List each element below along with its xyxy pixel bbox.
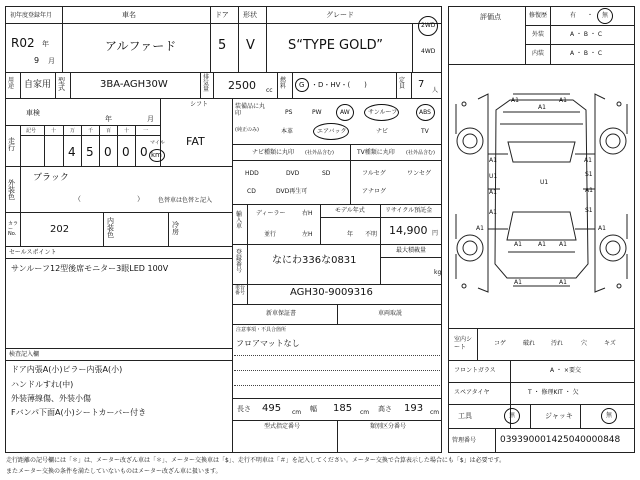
equip-nav: ナビ [376,128,389,135]
doors-value: 5 [218,38,227,53]
diagram-mark: A1 [489,209,497,216]
shape-label: 形状 [243,11,257,19]
interior-color-label: 内装色 [107,217,114,239]
nav-dvd-play: DVD再生可 [276,188,308,195]
inspection-year-unit: 年 [105,115,112,123]
diagram-mark: A1 [514,241,522,248]
mileage-unit-4: 十 [124,128,130,134]
nav-sd: SD [322,170,331,177]
interior-grades: A ・ B ・ C [570,50,603,57]
mileage-unit-3: 百 [106,128,112,134]
chassis-label: 車台番号 [235,285,246,296]
interior-seat-label: 室内シート [454,336,473,351]
inspector-line: ハンドルすれ(中) [11,380,74,389]
import-label: 輸入車 [236,211,243,230]
sales-point-text: サンルーフ12型後席モニター3眼LED 100V [11,264,169,273]
diagram-mark: A1 [514,279,522,286]
doors-label: ドア [215,11,229,19]
exterior-grade-label: 外装 [532,31,545,38]
inspection-label: 車検 [26,109,40,117]
tv-sub: (社外品含む) [406,150,435,156]
spare-label: スペアタイヤ [454,389,490,396]
exterior-note: 色替車は色替と記入 [158,197,213,204]
inspector-line: 外装薄線傷、外装小傷 [11,394,91,403]
mileage-digit: 0 [122,145,130,159]
equipment-sub: (純正のみ) [235,127,259,133]
recycle-label: リサイクル預託金 [385,207,433,214]
seat-scratch: キズ [604,340,616,347]
diagram-mark: S1 [585,171,593,178]
nav-cd: CD [247,188,256,195]
tools-label: 工具 [458,412,472,420]
seat-tear: 破れ [523,340,536,347]
equipment-label: 装備品に丸印 [235,103,266,117]
interior-grade-label: 内装 [532,50,545,57]
first-reg-label: 初年度登録年月 [10,12,53,19]
notes-label: 注意事項・不具合箇所 [236,327,287,333]
import-dealer: ディーラー [256,210,286,217]
inspector-line: Fバンパ下面A(小)シートカーバー付き [11,408,147,417]
repair-dot: ・ [587,12,594,19]
model-label: 型式 [58,77,65,92]
warranty-manual: 車両取説 [378,310,403,317]
equip-ps: PS [285,109,293,116]
diagram-mark: A1 [598,225,606,232]
recycle-yen: 円 [432,230,439,237]
diagram-mark: A1 [489,189,497,196]
length-unit: cm [292,409,302,416]
spare-value: T ・ 修理KIT ・ 欠 [528,389,579,396]
mile-label: マイル [150,140,165,146]
width-label: 幅 [310,405,317,413]
mileage-digit: 5 [86,145,94,159]
color-no-label: カラーNo. [8,221,19,237]
exterior-color: ブラック [33,173,69,183]
diagram-mark: A1 [559,97,567,104]
tools-value: 無 [509,412,516,419]
height-value: 193 [404,403,424,414]
mgmt-label: 管理番号 [452,437,477,444]
use-value: 自家用 [24,80,52,90]
equip-sunroof-circle [364,104,399,121]
diagram-mark: A1 [585,187,593,194]
diagram-mark: A1 [511,97,519,104]
mileage-digit: 0 [140,145,148,159]
fuel-options: ・D・HV・( ) [311,81,367,89]
color-no-value: 202 [50,224,70,235]
first-reg-era-year: R02 [11,36,35,50]
shift-value: FAT [186,135,205,148]
km-label: km [151,151,162,159]
diagram-mark: A1 [559,241,567,248]
diagram-mark: A1 [559,279,567,286]
inspector-line: ドア内張A(小)ピラー内張A(小) [11,365,123,374]
model-year-unit: 年 [347,231,354,238]
chassis-value: AGH30-9009316 [290,287,373,298]
inspection-month-unit: 月 [147,115,154,123]
jack-value: 無 [606,412,613,419]
exterior-label: 外装色 [8,179,15,201]
diagram-mark: S1 [585,207,593,214]
diagram-mark: A1 [538,104,546,111]
car-damage-diagram [448,64,635,328]
diagram-mark: A1 [538,241,546,248]
glass-label: フロントガラス [454,367,496,374]
repair-none: 無 [602,12,609,19]
car-name: アルファード [105,39,177,53]
tv-title: TV種類に丸印 [357,149,395,156]
capacity-unit: 人 [432,87,439,94]
diagram-mark: A1 [489,157,497,164]
height-unit: cm [430,409,440,416]
length-value: 495 [262,403,282,414]
repair-yes: 有 [570,12,577,19]
notes-text: フロアマットなし [236,339,300,348]
equip-sunroof: サンルーフ [368,109,398,116]
equip-abs: ABS [419,109,431,116]
fuel-g: G [299,81,305,89]
nav-sub: (社外品含む) [305,150,334,156]
evaluation-label: 評価点 [480,13,501,21]
mileage-unit-2: 千 [88,128,94,134]
import-left: 左H [302,231,313,238]
repair-label: 修復歴 [529,12,548,19]
import-parallel: 並行 [264,231,277,238]
plate-value: なにわ336な0831 [272,255,357,266]
diagram-mark: U1 [540,179,549,186]
mileage-digit: 4 [68,145,76,159]
diagram-mark: A1 [476,225,484,232]
use-label: 用途 [8,77,15,90]
model-year-unknown: 不明 [365,231,378,238]
mileage-label: 走行 [8,137,15,152]
shape-value: V [246,38,255,53]
glass-value: A ・ ×要交 [550,367,581,374]
equip-airbag: エアバック [317,128,347,135]
car-name-label: 車名 [122,11,136,19]
plate-label: 登録番号 [236,249,243,274]
fuel-label: 燃料 [280,77,287,90]
model-year-label: モデル年式 [335,207,365,214]
height-label: 高さ [378,405,392,413]
import-right: 右H [302,210,313,217]
nav-dvd: DVD [286,170,300,177]
sales-point-label: セールスポイント [9,249,57,256]
seat-hole: 穴 [581,340,588,347]
first-reg-month: 9 [34,56,40,65]
width-unit: cm [360,409,370,416]
type-no-label: 型式指定番号 [264,423,301,430]
equip-tv: TV [421,128,429,135]
footer-line1: 走行距離の記号欄には「＊」は、メーター改ざん車は「＊」、メーター交換車は「$」、走行不明車は「＃」を記入してください。メーター交換で合算表示した場合にも「$」は必要です。 [6,457,506,464]
mileage-unit-5: 一 [143,128,149,134]
width-value: 185 [333,403,353,414]
equip-aw: AW [340,109,350,116]
length-label: 長さ [237,405,251,413]
recycle-value: 14,900 [389,224,428,237]
exterior-grades: A ・ B ・ C [570,31,603,38]
nav-title: ナビ種類に丸印 [252,149,295,156]
class-no-label: 類別区分番号 [370,423,407,430]
month-suffix: 月 [48,57,55,65]
inspector-label: 検査記入欄 [9,351,40,358]
mileage-unit-0: 十 [51,128,57,134]
diagram-mark: U1 [489,173,498,180]
grade-value: S“TYPE GOLD” [288,38,383,53]
mileage-unit-symbol: 記号 [26,128,37,134]
jack-label: ジャッキ [545,412,573,420]
grade-label: グレード [326,11,354,19]
mgmt-value: 039390001425040000848 [500,435,621,445]
displacement-unit: cc [266,87,273,94]
equip-leather: 本革 [281,128,294,135]
warranty-new-car: 新車保証書 [266,310,297,317]
year-suffix: 年 [42,40,49,48]
mileage-digit: 0 [104,145,112,159]
tv-oneseg: ワンセグ [407,170,432,177]
footer-line2: またメーター交換の条件を満たしていないものはメーター改ざん車に扱います。 [6,468,222,475]
tv-analog: アナログ [362,188,387,195]
seat-stain: 汚れ [551,340,564,347]
shift-label: シフト [190,101,209,108]
drive-2wd: 2WD [421,22,436,29]
diagram-mark: A1 [584,157,592,164]
mileage-unit-1: 万 [70,128,76,134]
exterior-paren: （ ） [74,195,144,203]
cooler-label: 冷房 [172,221,179,236]
nav-hdd: HDD [245,170,259,177]
equip-pw: PW [312,109,322,116]
seat-burn: コゲ [494,340,507,347]
max-load-kg: kg [434,269,442,276]
drive-4wd: 4WD [421,48,436,55]
displacement-label: 排気量 [203,74,210,93]
capacity-value: 7 [418,79,425,90]
max-load-label: 最大積載量 [396,247,427,254]
capacity-label: 定員 [399,77,406,90]
model-value: 3BA-AGH30W [100,79,168,90]
tv-fullseg: フルセグ [362,170,386,177]
displacement-value: 2500 [228,79,256,92]
